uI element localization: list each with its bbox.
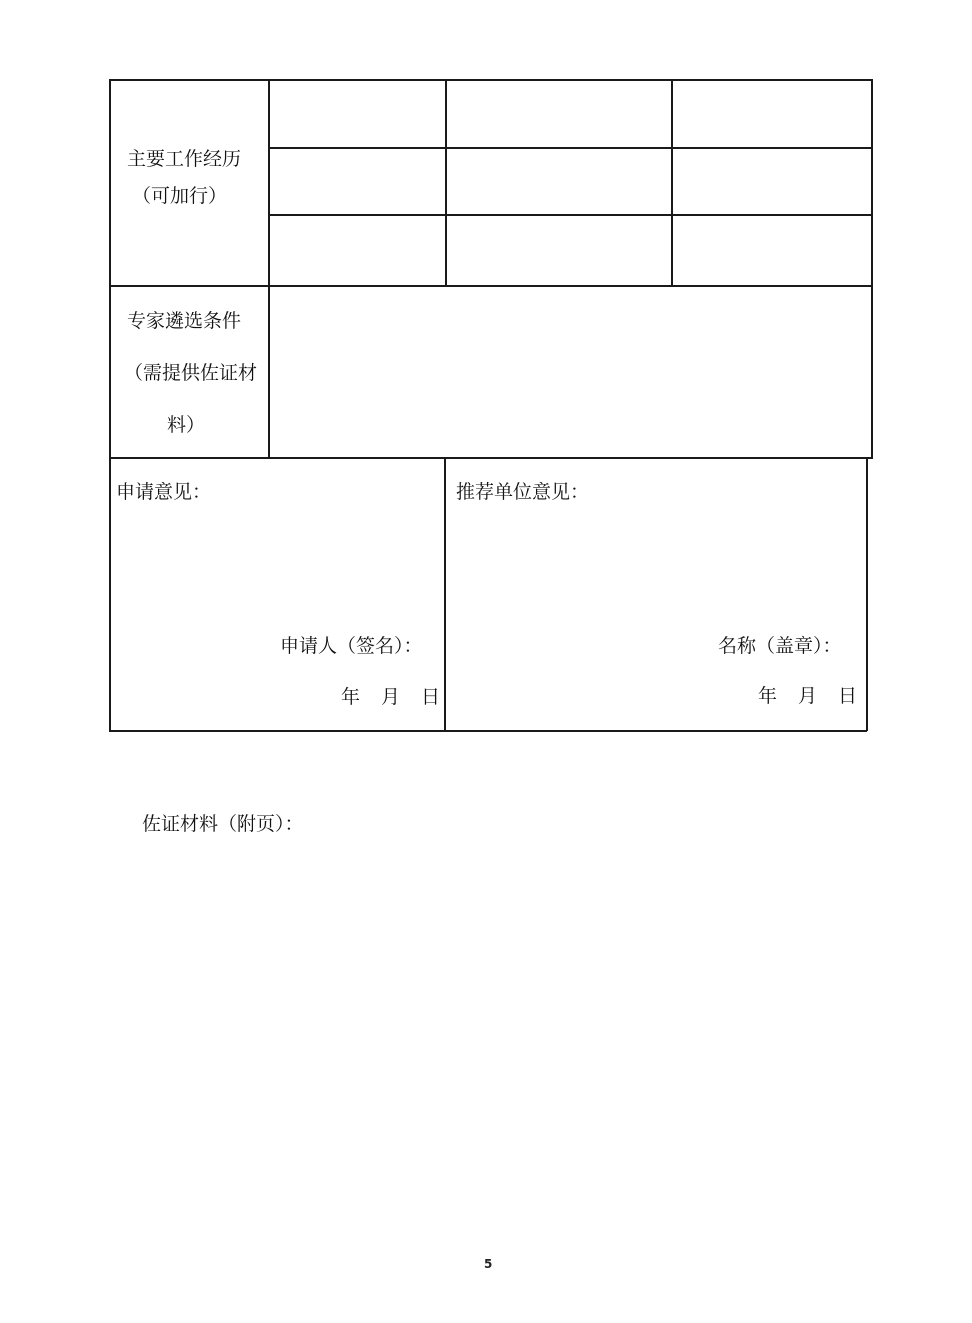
divider-criteria-bottom [110, 457, 871, 459]
unit-opinion-label: 推荐单位意见： [456, 481, 590, 503]
divider-opinion-columns [444, 458, 446, 731]
page-number: 5 [484, 1257, 493, 1271]
work-history-row-divider-1 [269, 147, 872, 149]
applicant-signature-label: 申请人（签名）： [280, 635, 423, 657]
work-history-cell-r1c3[interactable] [674, 82, 870, 146]
table-border-bottom [110, 730, 867, 732]
criteria-label-line2: （需提供佐证材 [124, 362, 258, 384]
applicant-opinion-label: 申请意见： [116, 481, 212, 503]
unit-seal-label: 名称（盖章）： [718, 635, 842, 657]
work-history-row-divider-2 [269, 214, 872, 216]
work-history-cell-r2c3[interactable] [674, 150, 870, 213]
work-history-col-divider-1 [445, 79, 447, 286]
work-history-label-line1: 主要工作经历 [127, 148, 242, 170]
work-history-col-divider-2 [671, 79, 673, 286]
applicant-date-year: 年 [341, 686, 361, 708]
work-history-cell-r1c2[interactable] [448, 82, 670, 146]
table-border-top [110, 79, 873, 81]
criteria-label-line1: 专家遴选条件 [127, 310, 242, 332]
work-history-cell-r3c2[interactable] [448, 217, 670, 284]
work-history-cell-r3c1[interactable] [271, 217, 444, 284]
divider-label-column [268, 79, 270, 459]
work-history-cell-r1c1[interactable] [271, 82, 444, 146]
unit-date-month: 月 [798, 685, 818, 707]
applicant-date-month: 月 [381, 686, 401, 708]
work-history-cell-r3c3[interactable] [674, 217, 870, 284]
applicant-date-day: 日 [421, 686, 441, 708]
unit-date-day: 日 [838, 685, 858, 707]
attachments-label: 佐证材料（附页）： [142, 813, 304, 835]
work-history-label-line2: （可加行） [132, 185, 228, 207]
criteria-input-area[interactable] [271, 288, 870, 456]
work-history-cell-r2c1[interactable] [271, 150, 444, 213]
unit-date-year: 年 [758, 685, 778, 707]
work-history-cell-r2c2[interactable] [448, 150, 670, 213]
criteria-label-line3: 料） [167, 414, 206, 436]
table-border-left [109, 79, 111, 732]
table-border-right-upper [871, 79, 873, 459]
divider-work-history-bottom [110, 285, 872, 287]
table-border-right-lower [866, 458, 868, 731]
